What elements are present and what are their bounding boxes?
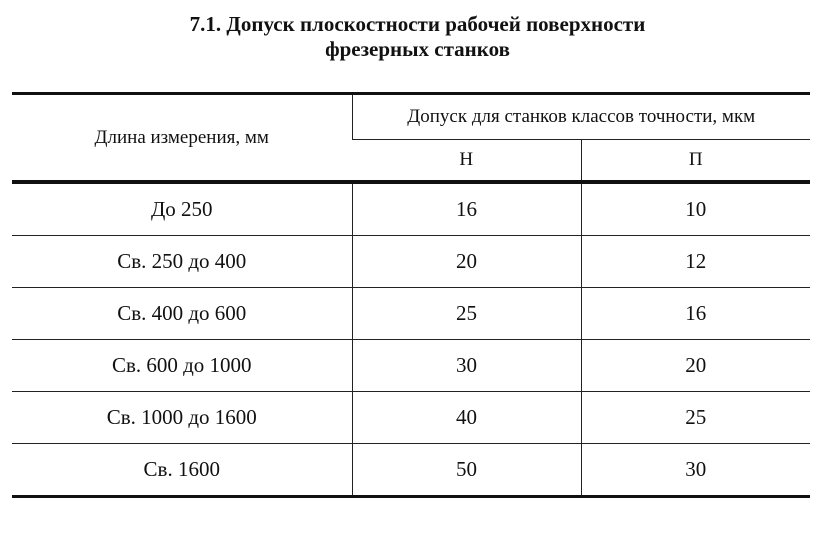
cell-length: Св. 600 до 1000 [12, 340, 352, 392]
table-row [12, 444, 810, 497]
cell-length: Св. 250 до 400 [12, 236, 352, 288]
cell-class-h: 16 [352, 182, 581, 236]
cell-length: До 250 [12, 182, 352, 236]
table-body [12, 182, 810, 497]
cell-class-p: 25 [581, 392, 810, 444]
cell-class-p: 20 [581, 340, 810, 392]
table-row [12, 340, 810, 392]
cell-length: Св. 1600 [12, 444, 352, 497]
cell-class-p: 10 [581, 182, 810, 236]
header-row-1 [12, 94, 810, 140]
title-line-1: 7.1. Допуск плоскостности рабочей поверхности [189, 12, 646, 36]
tolerance-table [12, 92, 810, 498]
cell-class-h: 50 [352, 444, 581, 497]
cell-class-h: 20 [352, 236, 581, 288]
header-tolerance-group: Допуск для станков классов точности, мкм [352, 94, 810, 140]
cell-class-p: 30 [581, 444, 810, 497]
header-length: Длина измерения, мм [12, 94, 352, 183]
document-title [0, 12, 835, 62]
table-row [12, 182, 810, 236]
cell-class-h: 30 [352, 340, 581, 392]
header-class-h: Н [352, 140, 581, 183]
table-row [12, 288, 810, 340]
header-class-p: П [581, 140, 810, 183]
title-line-2: фрезерных станков [325, 37, 510, 61]
table-header [12, 94, 810, 183]
table-row [12, 392, 810, 444]
table-row [12, 236, 810, 288]
cell-length: Св. 1000 до 1600 [12, 392, 352, 444]
cell-class-p: 16 [581, 288, 810, 340]
cell-length: Св. 400 до 600 [12, 288, 352, 340]
cell-class-p: 12 [581, 236, 810, 288]
cell-class-h: 25 [352, 288, 581, 340]
cell-class-h: 40 [352, 392, 581, 444]
